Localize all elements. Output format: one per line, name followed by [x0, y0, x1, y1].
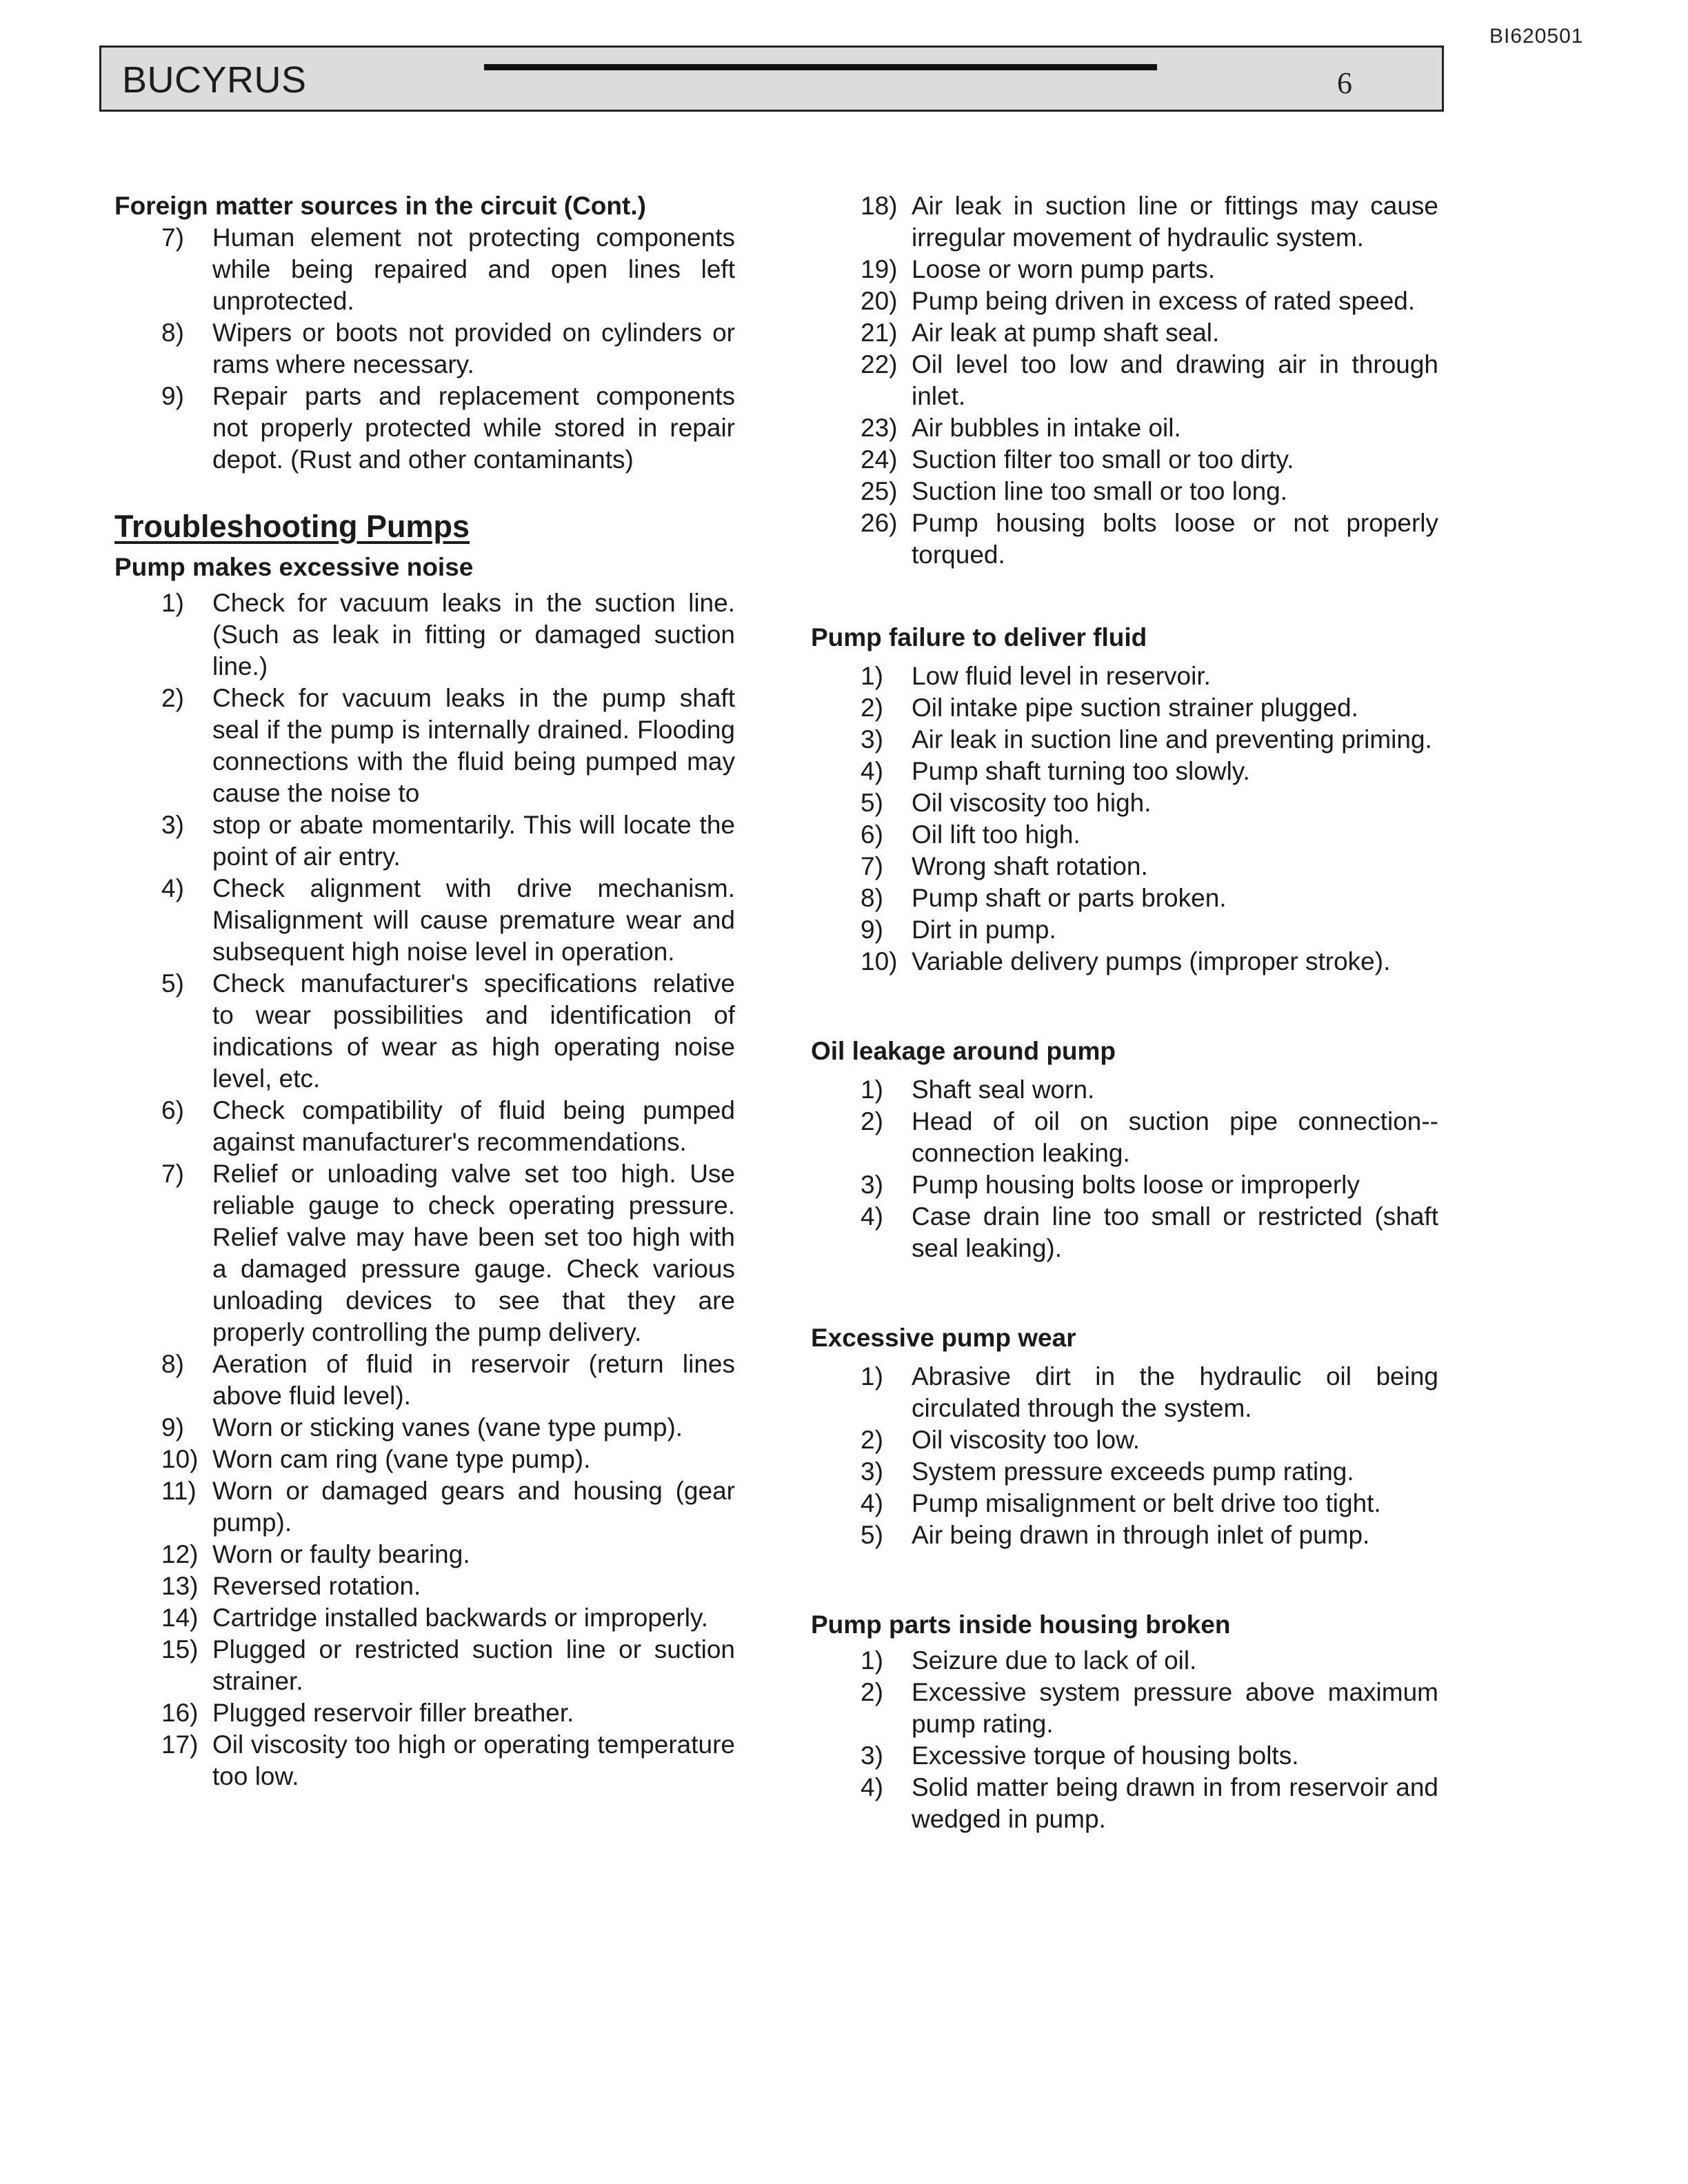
- item-text: System pressure exceeds pump rating.: [912, 1457, 1354, 1486]
- list-item: [861, 1106, 1438, 1169]
- item-text: Excessive torque of housing bolts.: [912, 1741, 1299, 1770]
- item-number: 1): [861, 1362, 883, 1391]
- list-item: [861, 476, 1438, 507]
- deliver-heading: Pump failure to deliver fluid: [811, 623, 1147, 651]
- list-item: [861, 1361, 1438, 1424]
- list-item: [861, 851, 1438, 882]
- item-text: Pump misalignment or belt drive too tight.: [912, 1489, 1381, 1517]
- list-item: [161, 317, 735, 381]
- item-text: Oil viscosity too high or operating temperature too low.: [212, 1730, 735, 1790]
- list-item: [861, 1677, 1438, 1740]
- list-item: [861, 946, 1438, 978]
- list-item: [861, 724, 1438, 756]
- item-text: Check for vacuum leaks in the pump shaft seal if the pump is internally drained. Flooding connections with the fluid being pumped may cause the noise to: [212, 684, 735, 807]
- list-item: [161, 682, 735, 809]
- item-text: Cartridge installed backwards or improperly.: [212, 1604, 709, 1632]
- list-item: [161, 968, 735, 1095]
- page-number: 6: [1337, 66, 1352, 100]
- item-number: 3): [161, 811, 184, 839]
- item-number: 2): [861, 1678, 883, 1706]
- noise-list-continued: [861, 190, 1438, 571]
- item-number: 22): [861, 350, 898, 378]
- item-text: Case drain line too small or restricted (shaft seal leaking).: [912, 1202, 1438, 1262]
- item-text: Repair parts and replacement components not properly protected while stored in repair depot. (Rust and other contaminants): [212, 382, 735, 474]
- right-column: [811, 190, 1438, 1835]
- item-text: Relief or unloading valve set too high. Use reliable gauge to check operating pressure. Relief valve may have been set too high with a damaged pressure gauge. Check various unloading devices to see that they are properly controlling the pump delivery.: [212, 1160, 735, 1346]
- item-number: 3): [861, 725, 883, 754]
- list-item: [861, 317, 1438, 349]
- item-text: Low fluid level in reservoir.: [912, 662, 1211, 690]
- item-number: 2): [161, 684, 184, 712]
- item-number: 14): [161, 1604, 199, 1632]
- list-item: [861, 756, 1438, 787]
- list-item: [861, 1074, 1438, 1106]
- item-text: Check manufacturer's specifications relative to wear possibilities and identification of indications of wear as high operating noise level, etc.: [212, 969, 735, 1093]
- list-item: [161, 1602, 735, 1634]
- page-header: [99, 46, 1444, 112]
- item-number: 7): [161, 223, 184, 252]
- item-number: 9): [161, 1413, 184, 1442]
- item-number: 2): [861, 1107, 883, 1135]
- item-number: 12): [161, 1540, 199, 1568]
- item-text: Pump housing bolts loose or not properly torqued.: [912, 509, 1438, 569]
- brand-name: BUCYRUS: [122, 59, 307, 101]
- wear-heading: Excessive pump wear: [811, 1324, 1076, 1352]
- item-number: 5): [861, 789, 883, 817]
- item-text: Loose or worn pump parts.: [912, 255, 1216, 283]
- item-text: Wrong shaft rotation.: [912, 852, 1148, 880]
- list-item: [861, 412, 1438, 444]
- item-text: Air leak in suction line and preventing priming.: [912, 725, 1432, 754]
- item-number: 11): [161, 1477, 197, 1505]
- list-item: [161, 809, 735, 873]
- list-item: [861, 1169, 1438, 1201]
- list-item: [161, 1158, 735, 1348]
- list-item: [161, 587, 735, 682]
- item-text: Pump housing bolts loose or improperly: [912, 1171, 1360, 1199]
- item-number: 5): [861, 1521, 883, 1549]
- item-text: stop or abate momentarily. This will locate the point of air entry.: [212, 811, 735, 871]
- item-number: 10): [161, 1445, 199, 1473]
- item-text: Oil viscosity too low.: [912, 1426, 1141, 1454]
- item-text: Air being drawn in through inlet of pump.: [912, 1521, 1370, 1549]
- item-text: Worn or damaged gears and housing (gear pump).: [212, 1477, 735, 1537]
- item-number: 3): [861, 1171, 883, 1199]
- item-number: 4): [161, 874, 184, 902]
- left-column: [114, 190, 735, 1792]
- list-item: [861, 190, 1438, 254]
- item-number: 4): [861, 1489, 883, 1517]
- list-item: [861, 285, 1438, 317]
- list-item: [161, 1729, 735, 1792]
- item-text: Shaft seal worn.: [912, 1075, 1095, 1104]
- item-number: 5): [161, 969, 184, 998]
- list-item: [161, 1095, 735, 1158]
- item-text: Worn or sticking vanes (vane type pump).: [212, 1413, 683, 1442]
- item-text: Check alignment with drive mechanism. Misalignment will cause premature wear and subsequent high noise level in operation.: [212, 874, 735, 966]
- item-text: Check compatibility of fluid being pumped against manufacturer's recommendations.: [212, 1096, 735, 1156]
- list-item: [861, 254, 1438, 285]
- list-item: [161, 1475, 735, 1539]
- item-text: Pump shaft turning too slowly.: [912, 757, 1250, 785]
- item-text: Air leak in suction line or fittings may cause irregular movement of hydraulic system.: [912, 192, 1438, 252]
- item-number: 7): [161, 1160, 184, 1188]
- list-item: [861, 660, 1438, 692]
- item-number: 18): [861, 192, 898, 220]
- noise-heading: Pump makes excessive noise: [114, 553, 474, 581]
- list-item: [861, 819, 1438, 851]
- item-text: Dirt in pump.: [912, 916, 1056, 944]
- item-text: Oil intake pipe suction strainer plugged.: [912, 694, 1358, 722]
- item-number: 25): [861, 477, 898, 505]
- item-text: Worn cam ring (vane type pump).: [212, 1445, 591, 1473]
- list-item: [161, 222, 735, 317]
- list-item: [861, 1772, 1438, 1835]
- deliver-list: [861, 660, 1438, 978]
- section-title: Troubleshooting Pumps: [114, 509, 470, 544]
- list-item: [861, 1424, 1438, 1456]
- item-number: 21): [861, 318, 898, 347]
- item-number: 4): [861, 1202, 883, 1231]
- item-number: 20): [861, 287, 898, 315]
- foreign-matter-list: [161, 222, 735, 476]
- list-item: [861, 1645, 1438, 1677]
- list-item: [861, 1519, 1438, 1551]
- item-number: 8): [161, 1350, 184, 1378]
- item-text: Aeration of fluid in reservoir (return lines above fluid level).: [212, 1350, 735, 1410]
- item-number: 4): [861, 757, 883, 785]
- item-number: 1): [161, 589, 184, 617]
- item-text: Wipers or boots not provided on cylinders or rams where necessary.: [212, 318, 735, 378]
- list-item: [861, 787, 1438, 819]
- item-number: 3): [861, 1741, 883, 1770]
- item-text: Check for vacuum leaks in the suction line. (Such as leak in fitting or damaged suction line.): [212, 589, 735, 680]
- item-text: Oil viscosity too high.: [912, 789, 1152, 817]
- leakage-heading: Oil leakage around pump: [811, 1037, 1116, 1065]
- item-text: Plugged reservoir filler breather.: [212, 1699, 574, 1727]
- item-text: Head of oil on suction pipe connection-- connection leaking.: [912, 1107, 1438, 1167]
- list-item: [861, 1201, 1438, 1264]
- item-number: 9): [861, 916, 883, 944]
- cont-heading: Foreign matter sources in the circuit (Cont.): [114, 192, 646, 220]
- item-text: Abrasive dirt in the hydraulic oil being circulated through the system.: [912, 1362, 1438, 1422]
- item-text: Pump being driven in excess of rated speed.: [912, 287, 1416, 315]
- list-item: [861, 1740, 1438, 1772]
- list-item: [161, 1412, 735, 1444]
- list-item: [161, 381, 735, 476]
- item-text: Seizure due to lack of oil.: [912, 1646, 1197, 1675]
- item-number: 2): [861, 694, 883, 722]
- broken-list: [861, 1645, 1438, 1835]
- item-number: 8): [861, 884, 883, 912]
- item-text: Air bubbles in intake oil.: [912, 414, 1181, 442]
- item-text: Oil level too low and drawing air in through inlet.: [912, 350, 1438, 410]
- item-text: Oil lift too high.: [912, 820, 1081, 849]
- item-number: 8): [161, 318, 184, 347]
- list-item: [161, 1634, 735, 1697]
- list-item: [161, 1570, 735, 1602]
- wear-list: [861, 1361, 1438, 1551]
- item-number: 6): [861, 820, 883, 849]
- list-item: [861, 349, 1438, 412]
- item-number: 16): [161, 1699, 199, 1727]
- list-item: [861, 444, 1438, 476]
- list-item: [861, 507, 1438, 571]
- item-number: 1): [861, 662, 883, 690]
- item-number: 10): [861, 947, 898, 975]
- item-number: 13): [161, 1572, 199, 1600]
- list-item: [161, 873, 735, 968]
- item-text: Air leak at pump shaft seal.: [912, 318, 1220, 347]
- item-number: 3): [861, 1457, 883, 1486]
- item-number: 1): [861, 1075, 883, 1104]
- item-text: Suction filter too small or too dirty.: [912, 445, 1294, 474]
- item-text: Plugged or restricted suction line or suction strainer.: [212, 1635, 735, 1695]
- list-item: [161, 1348, 735, 1412]
- item-text: Pump shaft or parts broken.: [912, 884, 1227, 912]
- noise-list: [161, 587, 735, 1792]
- item-number: 7): [861, 852, 883, 880]
- list-item: [861, 882, 1438, 914]
- item-text: Suction line too small or too long.: [912, 477, 1288, 505]
- list-item: [861, 692, 1438, 724]
- item-number: 26): [861, 509, 898, 537]
- item-text: Excessive system pressure above maximum pump rating.: [912, 1678, 1438, 1738]
- item-number: 6): [161, 1096, 184, 1124]
- item-text: Solid matter being drawn in from reservoir and wedged in pump.: [912, 1773, 1438, 1833]
- item-number: 4): [861, 1773, 883, 1801]
- item-number: 15): [161, 1635, 199, 1664]
- item-number: 23): [861, 414, 898, 442]
- item-text: Reversed rotation.: [212, 1572, 421, 1600]
- item-text: Human element not protecting components while being repaired and open lines left unprotected.: [212, 223, 735, 315]
- list-item: [861, 1456, 1438, 1488]
- item-text: Variable delivery pumps (improper stroke).: [912, 947, 1391, 975]
- item-text: Worn or faulty bearing.: [212, 1540, 470, 1568]
- item-number: 9): [161, 382, 184, 410]
- leakage-list: [861, 1074, 1438, 1264]
- broken-heading: Pump parts inside housing broken: [811, 1610, 1231, 1639]
- list-item: [161, 1697, 735, 1729]
- header-rule: [484, 64, 1157, 70]
- item-number: 2): [861, 1426, 883, 1454]
- item-number: 1): [861, 1646, 883, 1675]
- list-item: [861, 1488, 1438, 1519]
- item-number: 24): [861, 445, 898, 474]
- list-item: [161, 1539, 735, 1570]
- document-id: BI620501: [1489, 25, 1584, 48]
- list-item: [861, 914, 1438, 946]
- list-item: [161, 1444, 735, 1475]
- item-number: 17): [161, 1730, 199, 1759]
- item-number: 19): [861, 255, 898, 283]
